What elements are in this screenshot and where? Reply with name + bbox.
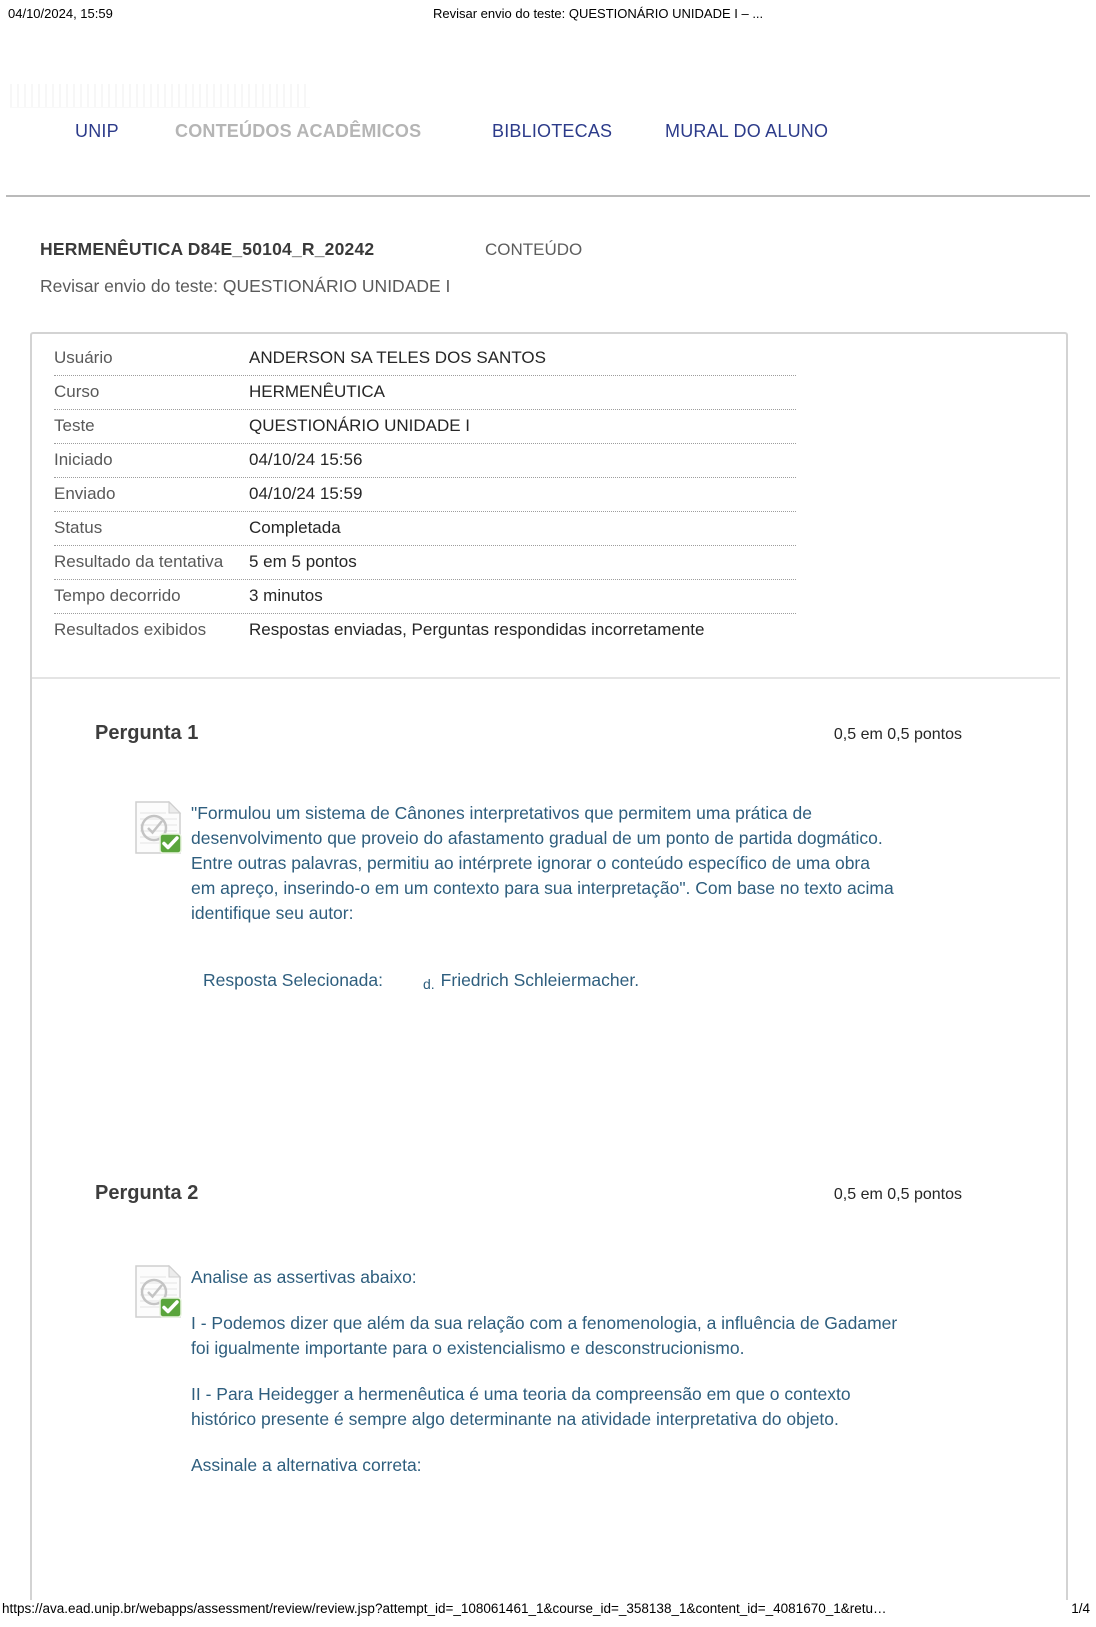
summary-label: Usuário <box>54 348 113 367</box>
nav-link-conteudos-academicos[interactable]: CONTEÚDOS ACADÊMICOS <box>175 121 422 141</box>
question-header <box>32 1182 1066 1205</box>
breadcrumb-section: CONTEÚDO <box>485 240 583 259</box>
summary-value: 3 minutos <box>249 586 323 605</box>
summary-label: Enviado <box>54 484 116 503</box>
question-paragraph: "Formulou um sistema de Cânones interpretativos que permitem uma prática de desenvolvimento que proveio do afastamento gradual de um ponto de partida dogmático. Entre outras palavras, permitiu ao intérprete ignorar o conteúdo específico de uma obra em apreço, inserindo-o em um contexto para sua interpretação". Com base no texto acima identifique seu autor: <box>191 803 894 923</box>
question-text <box>191 801 899 994</box>
table-row <box>54 342 796 376</box>
summary-label: Resultados exibidos <box>54 620 207 639</box>
summary-value: QUESTIONÁRIO UNIDADE I <box>249 416 471 435</box>
selected-answer-label: Resposta Selecionada: <box>203 970 383 990</box>
question-1 <box>32 722 1066 994</box>
summary-value: 04/10/24 15:56 <box>249 450 363 469</box>
correct-answer-check-icon <box>133 801 183 855</box>
nav-link-unip[interactable]: UNIP <box>75 121 119 141</box>
table-row <box>54 410 796 444</box>
selected-answer-text: Friedrich Schleiermacher. <box>440 970 640 990</box>
print-header-datetime: 04/10/2024, 15:59 <box>8 6 113 21</box>
nav-divider <box>6 195 1090 197</box>
summary-value: 04/10/24 15:59 <box>249 484 363 503</box>
question-points: 0,5 em 0,5 pontos <box>833 1186 962 1203</box>
question-body <box>32 1265 1066 1478</box>
summary-value: 5 em 5 pontos <box>249 552 357 571</box>
table-row <box>54 614 796 647</box>
summary-label: Resultado da tentativa <box>54 552 224 571</box>
summary-divider <box>32 677 1060 679</box>
course-code-title: HERMENÊUTICA D84E_50104_R_20242 <box>40 239 375 259</box>
question-header <box>32 722 1066 745</box>
summary-value: Completada <box>249 518 341 537</box>
nav-link-mural-do-aluno[interactable]: MURAL DO ALUNO <box>665 121 829 141</box>
question-points: 0,5 em 0,5 pontos <box>833 726 962 743</box>
print-footer-page-indicator: 1/4 <box>1071 1601 1090 1616</box>
table-row <box>54 580 796 614</box>
selected-answer-row <box>203 968 899 994</box>
table-row <box>54 546 796 580</box>
summary-label: Teste <box>54 416 95 435</box>
question-paragraph: II - Para Heidegger a hermenêutica é uma teoria da compreensão em que o contexto histórico presente é sempre algo determinante na atividade interpretativa do objeto. <box>191 1384 851 1429</box>
question-body <box>32 801 1066 994</box>
table-row <box>54 512 796 546</box>
table-row <box>54 478 796 512</box>
summary-label: Tempo decorrido <box>54 586 181 605</box>
top-navigation <box>0 121 1096 149</box>
summary-value: ANDERSON SA TELES DOS SANTOS <box>249 348 546 367</box>
print-header-doc-title: Revisar envio do teste: QUESTIONÁRIO UNIDADE I – ... <box>433 6 764 21</box>
table-row <box>54 444 796 478</box>
correct-answer-check-icon <box>133 1265 183 1319</box>
summary-value: HERMENÊUTICA <box>249 382 386 401</box>
table-row <box>54 376 796 410</box>
selected-answer-letter: d. <box>422 976 435 992</box>
print-footer-url: https://ava.ead.unip.br/webapps/assessment/review/review.jsp?attempt_id=_108061461_1&course_id=_358138_1&content_id=_4081670_1&retu… <box>2 1601 887 1616</box>
question-paragraph: I - Podemos dizer que além da sua relação com a fenomenologia, a influência de Gadamer foi igualmente importante para o existencialismo e desconstrucionismo. <box>191 1313 898 1358</box>
question-2 <box>32 1182 1066 1478</box>
question-title: Pergunta 1 <box>95 722 199 744</box>
summary-label: Curso <box>54 382 100 401</box>
nav-link-bibliotecas[interactable]: BIBLIOTECAS <box>492 121 613 141</box>
question-text <box>191 1265 899 1478</box>
attempt-summary-table <box>54 342 796 647</box>
unip-logo-faint <box>10 84 310 108</box>
question-paragraph: Assinale a alternativa correta: <box>191 1455 422 1475</box>
page-title: Revisar envio do teste: QUESTIONÁRIO UNIDADE I <box>40 276 451 296</box>
test-review-panel <box>30 332 1068 1600</box>
summary-label: Status <box>54 518 103 537</box>
summary-label: Iniciado <box>54 450 113 469</box>
summary-value: Respostas enviadas, Perguntas respondidas incorretamente <box>249 620 705 639</box>
question-paragraph: Analise as assertivas abaixo: <box>191 1267 417 1287</box>
question-title: Pergunta 2 <box>95 1182 199 1204</box>
